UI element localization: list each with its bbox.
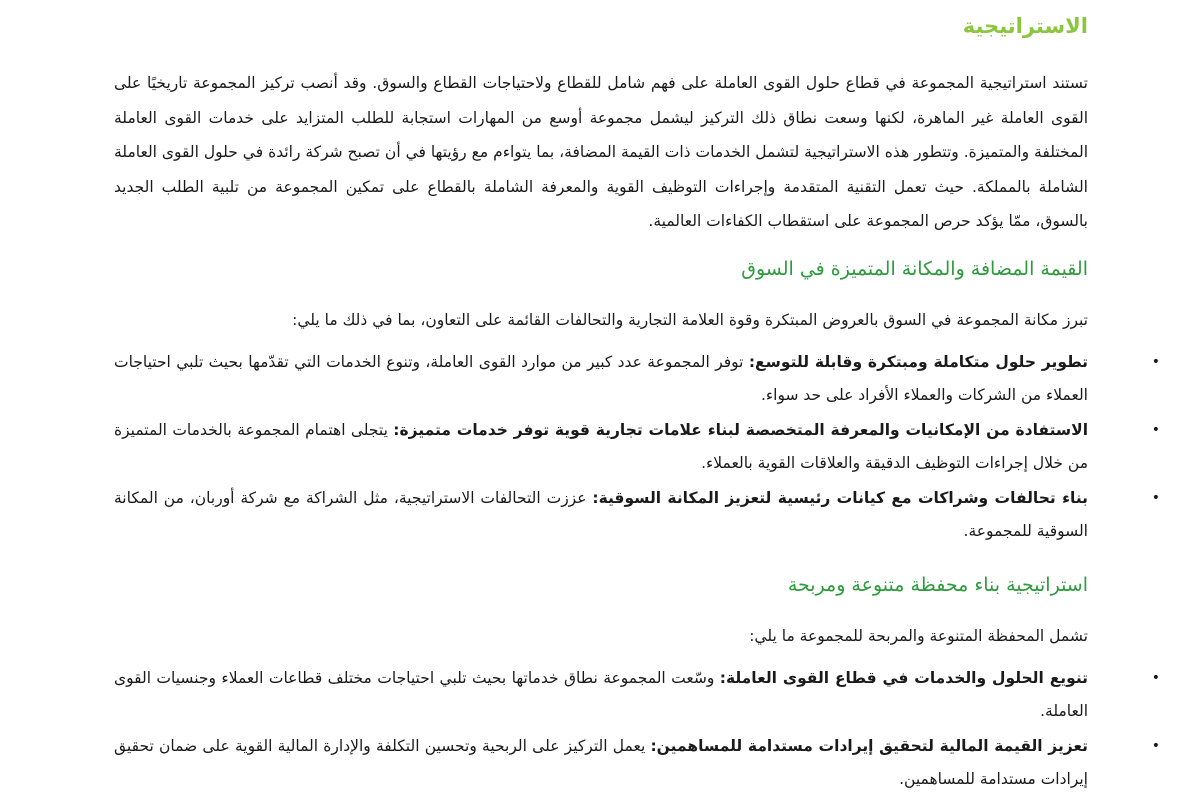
list-item-text: يتجلى اهتمام المجموعة بالخدمات المتميزة من خلال إجراءات التوظيف الدقيقة والعلاقات القوية بالعملاء. xyxy=(114,421,1088,472)
bullet-icon: • xyxy=(1151,422,1160,438)
list-item-title: تنويع الحلول والخدمات في قطاع القوى العاملة: xyxy=(719,669,1088,687)
page-title: الاستراتيجية xyxy=(962,14,1088,38)
list-item-text: توفر المجموعة عدد كبير من موارد القوى العاملة، وتنوع الخدمات التي تقدّمها بحيث تلبي احتياجات العملاء من الشركات والعملاء الأفراد على حد سواء. xyxy=(114,353,1088,404)
section-lead-portfolio: تشمل المحفظة المتنوعة والمربحة للمجموعة ما يلي: xyxy=(749,627,1088,645)
section-heading-portfolio: استراتيجية بناء محفظة متنوعة ومربحة xyxy=(787,574,1088,596)
list-item xyxy=(114,414,1160,480)
bullet-list-portfolio xyxy=(114,662,1160,798)
intro-paragraph: تستند استراتيجية المجموعة في قطاع حلول القوى العاملة على فهم شامل للقطاع ولاحتياجات القطاع والسوق. وقد أنصب تركيز المجموعة تاريخيًا على القوى العاملة غير الماهرة، لكنها وسعت نطاق ذلك التركيز ليشمل مجموعة أوسع من المهارات استجابة للطلب المتزايد على خدمات القوى العاملة المختلفة والمتميزة. وتتطور هذه الاستراتيجية لتشمل الخدمات ذات القيمة المضافة، بما يتواءم مع رؤيتها في أن تصبح شركة رائدة في حلول القوى العاملة الشاملة بالمملكة. حيث تعمل التقنية المتقدمة وإجراءات التوظيف القوية والمعرفة الشاملة بالقطاع على تمكين المجموعة من تلبية الطلب الجديد بالسوق، ممّا يؤكد حرص المجموعة على استقطاب الكفاءات العالمية. xyxy=(114,74,1088,230)
list-item xyxy=(114,346,1160,412)
list-item-text: يعمل التركيز على الربحية وتحسين التكلفة والإدارة المالية القوية على ضمان تحقيق إيرادات مستدامة للمساهمين. xyxy=(114,737,1088,788)
list-item-title: تطوير حلول متكاملة ومبتكرة وقابلة للتوسع: xyxy=(748,353,1088,371)
bullet-icon: • xyxy=(1151,670,1160,686)
list-item xyxy=(114,662,1160,728)
list-item-title: تعزيز القيمة المالية لتحقيق إيرادات مستدامة للمساهمين: xyxy=(650,737,1088,755)
section-lead-value: تبرز مكانة المجموعة في السوق بالعروض المبتكرة وقوة العلامة التجارية والتحالفات القائمة على التعاون، بما في ذلك ما يلي: xyxy=(292,311,1088,329)
section-heading-value: القيمة المضافة والمكانة المتميزة في السوق xyxy=(741,258,1088,280)
list-item xyxy=(114,482,1160,548)
list-item xyxy=(114,730,1160,796)
bullet-icon: • xyxy=(1151,490,1160,506)
bullet-icon: • xyxy=(1151,354,1160,370)
list-item-title: بناء تحالفات وشراكات مع كيانات رئيسية لتعزيز المكانة السوقية: xyxy=(592,489,1088,507)
list-item-text: وسّعت المجموعة نطاق خدماتها بحيث تلبي احتياجات مختلف قطاعات العملاء وجنسيات القوى العاملة. xyxy=(114,669,1088,720)
bullet-icon: • xyxy=(1151,738,1160,754)
list-item-text: عززت التحالفات الاستراتيجية، مثل الشراكة مع شركة أوربان، من المكانة السوقية للمجموعة. xyxy=(114,489,1088,540)
bullet-list-value xyxy=(114,346,1160,550)
list-item-title: الاستفادة من الإمكانيات والمعرفة المتخصصة لبناء علامات تجارية قوية توفر خدمات متميزة: xyxy=(393,421,1089,439)
